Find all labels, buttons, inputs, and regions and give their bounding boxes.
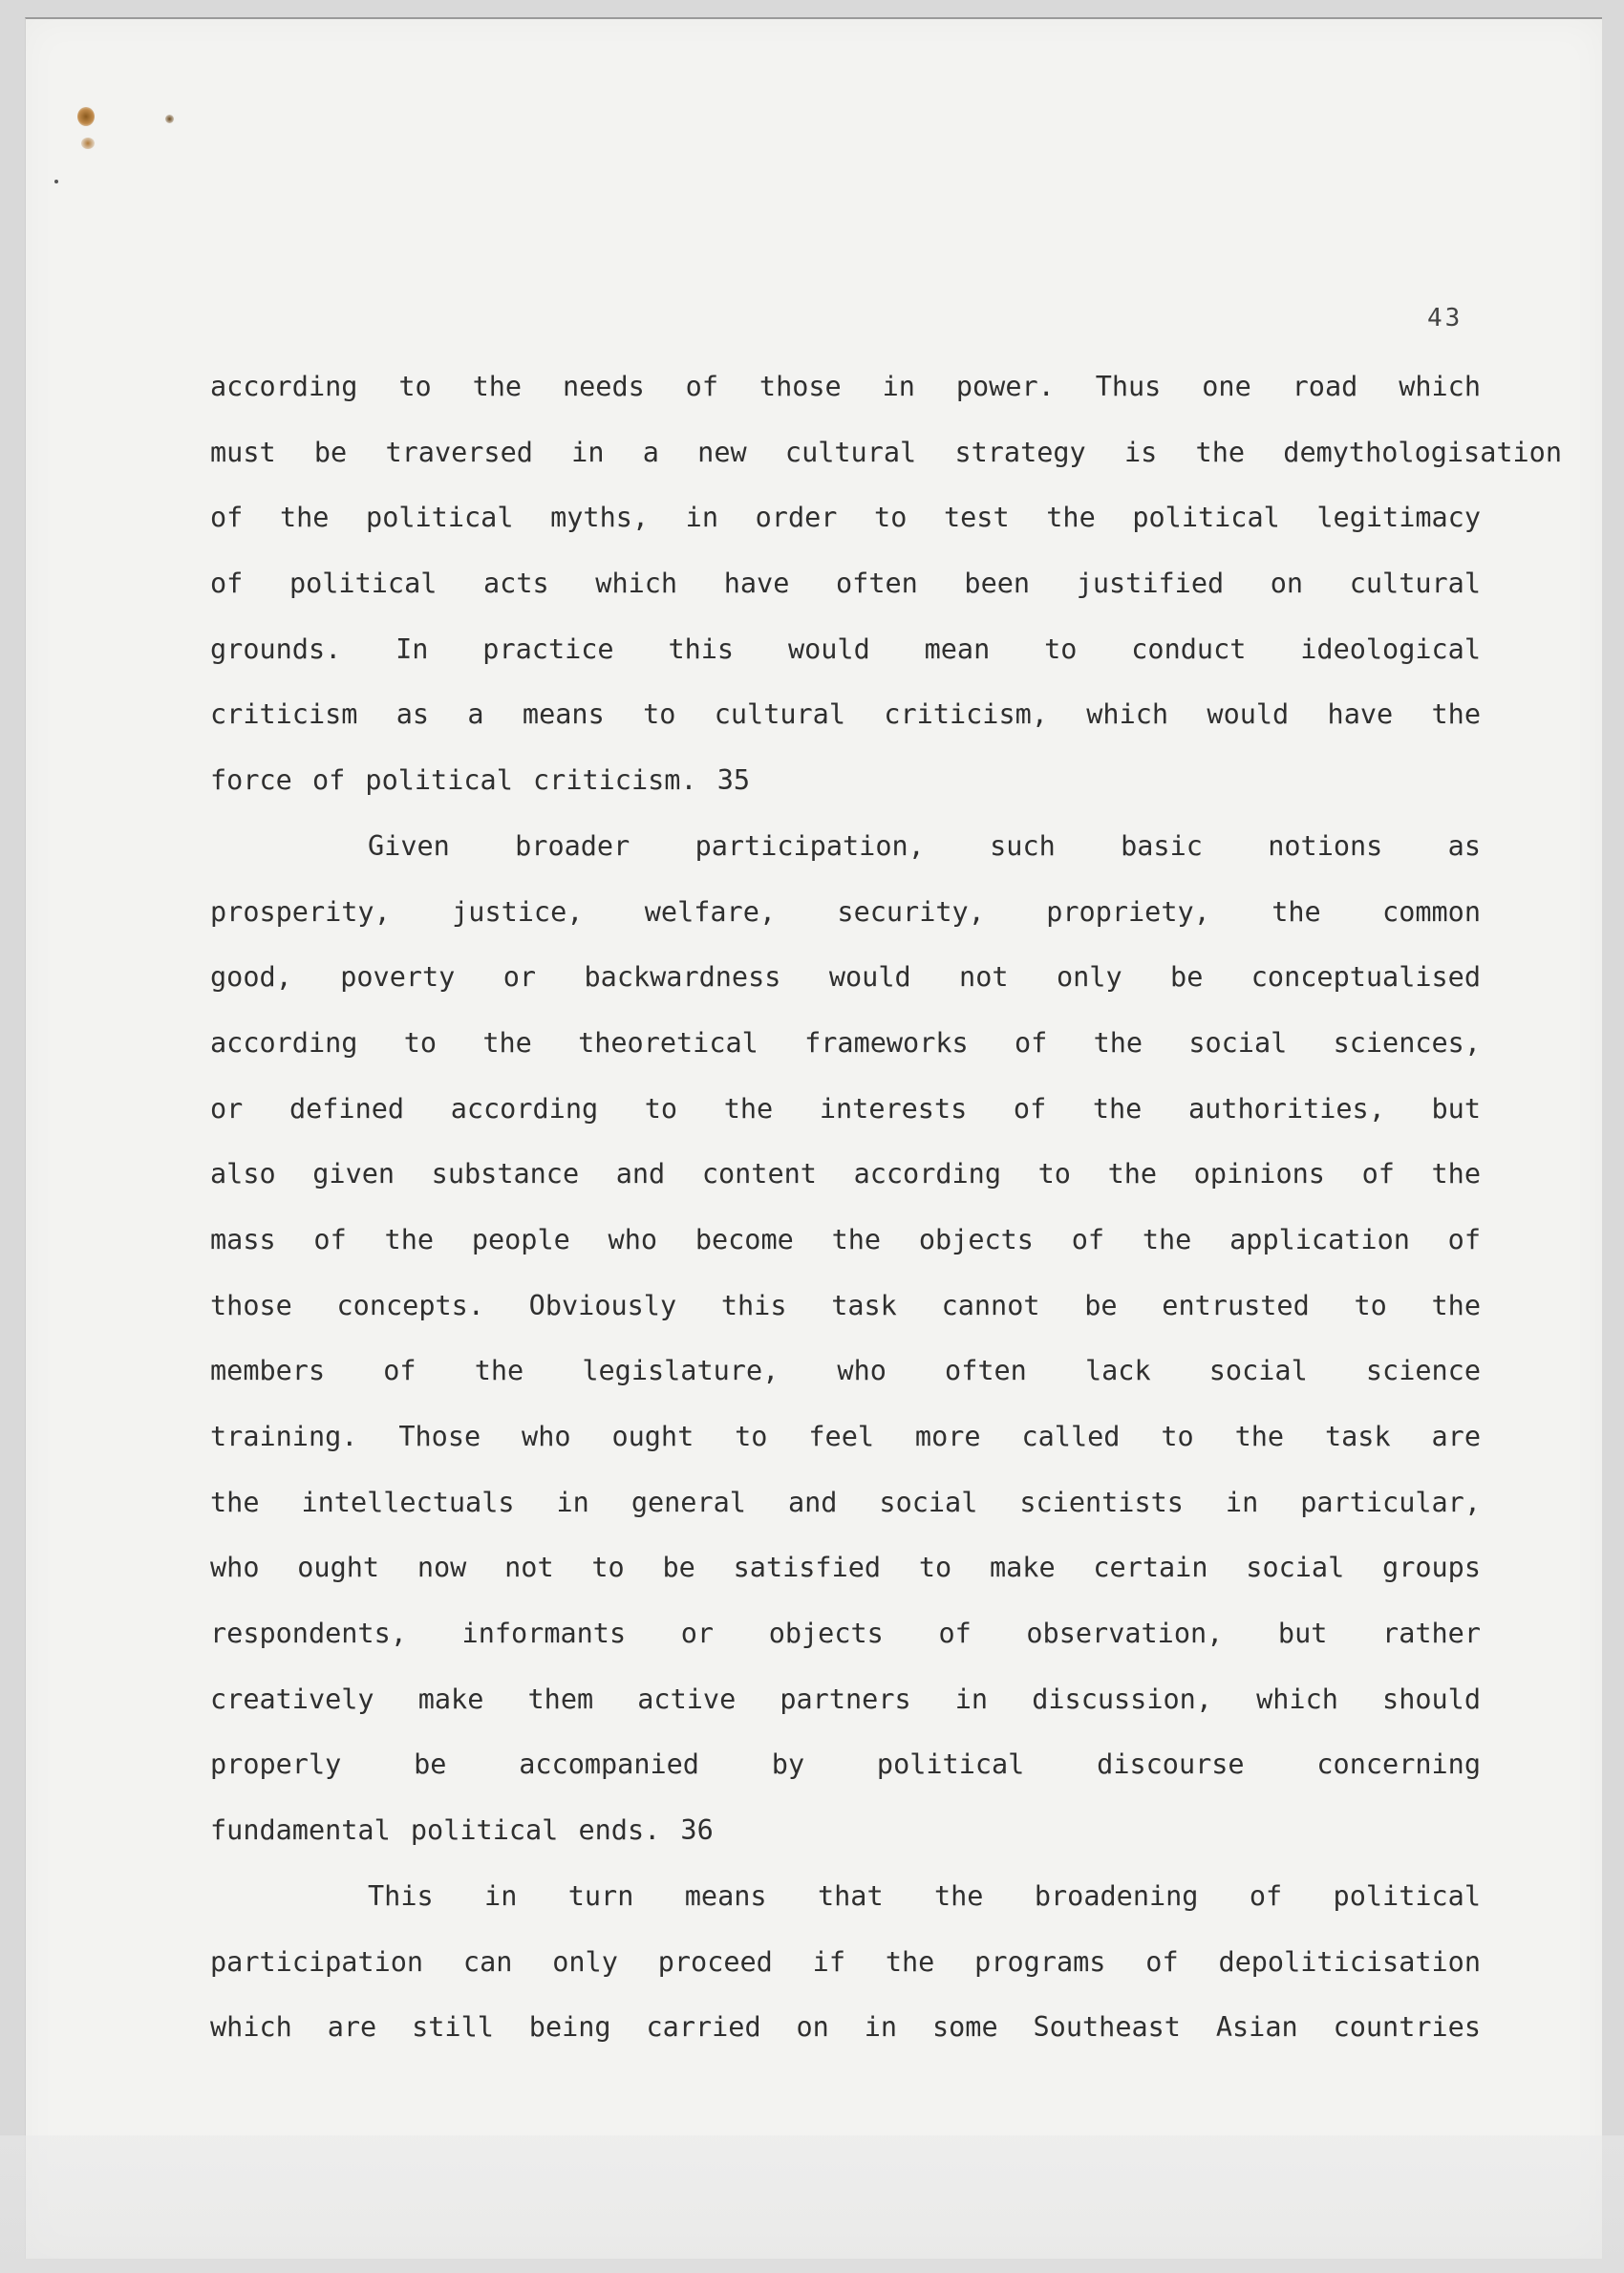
text-line: Given broader participation, such basic notions as — [368, 829, 1481, 862]
stain-mark — [165, 115, 174, 123]
text-line: criticism as a means to cultural criticism, which would have the — [210, 698, 1481, 731]
body-text — [210, 363, 1562, 2069]
text-line: creatively make them active partners in discussion, which should — [210, 1683, 1481, 1715]
text-line: must be traversed in a new cultural strategy is the demythologisation — [210, 436, 1562, 468]
stain-mark — [54, 180, 58, 183]
page-number: 43 — [1427, 304, 1464, 332]
text-line: or defined according to the interests of the authorities, but — [210, 1092, 1481, 1125]
text-line: of the political myths, in order to test the political legitimacy — [210, 502, 1481, 534]
text-line: prosperity, justice, welfare, security, propriety, the common — [210, 895, 1481, 928]
text-line: who ought now not to be satisfied to make certain social groups — [210, 1552, 1481, 1584]
text-line: those concepts. Obviously this task cannot be entrusted to the — [210, 1289, 1481, 1321]
text-line: properly be accompanied by political discourse concerning — [210, 1748, 1481, 1781]
text-line: of political acts which have often been justified on cultural — [210, 568, 1481, 600]
stain-mark — [77, 107, 95, 126]
text-line: fundamental political ends. 36 — [210, 1814, 714, 1847]
stain-mark — [81, 138, 95, 149]
text-line: grounds. In practice this would mean to conduct ideological — [210, 633, 1481, 665]
text-line: also given substance and content according to the opinions of the — [210, 1158, 1481, 1190]
text-line: according to the needs of those in power. Thus one road which — [210, 371, 1481, 402]
text-line: training. Those who ought to feel more called to the task are — [210, 1421, 1481, 1452]
text-line: This in turn means that the broadening of political — [368, 1879, 1481, 1912]
scan-shadow — [0, 2135, 1624, 2273]
text-line: respondents, informants or objects of observation, but rather — [210, 1618, 1481, 1650]
text-line: according to the theoretical frameworks of the social sciences, — [210, 1026, 1481, 1059]
text-line: members of the legislature, who often lack social science — [210, 1355, 1481, 1387]
text-line: which are still being carried on in some Southeast Asian countries — [210, 2011, 1481, 2044]
text-line: the intellectuals in general and social scientists in particular, — [210, 1486, 1481, 1518]
text-line: participation can only proceed if the programs of depoliticisation — [210, 1945, 1481, 1978]
text-line: good, poverty or backwardness would not only be conceptualised — [210, 961, 1481, 994]
text-line: force of political criticism. 35 — [210, 764, 751, 797]
text-line: mass of the people who become the objects of the application of — [210, 1223, 1481, 1255]
